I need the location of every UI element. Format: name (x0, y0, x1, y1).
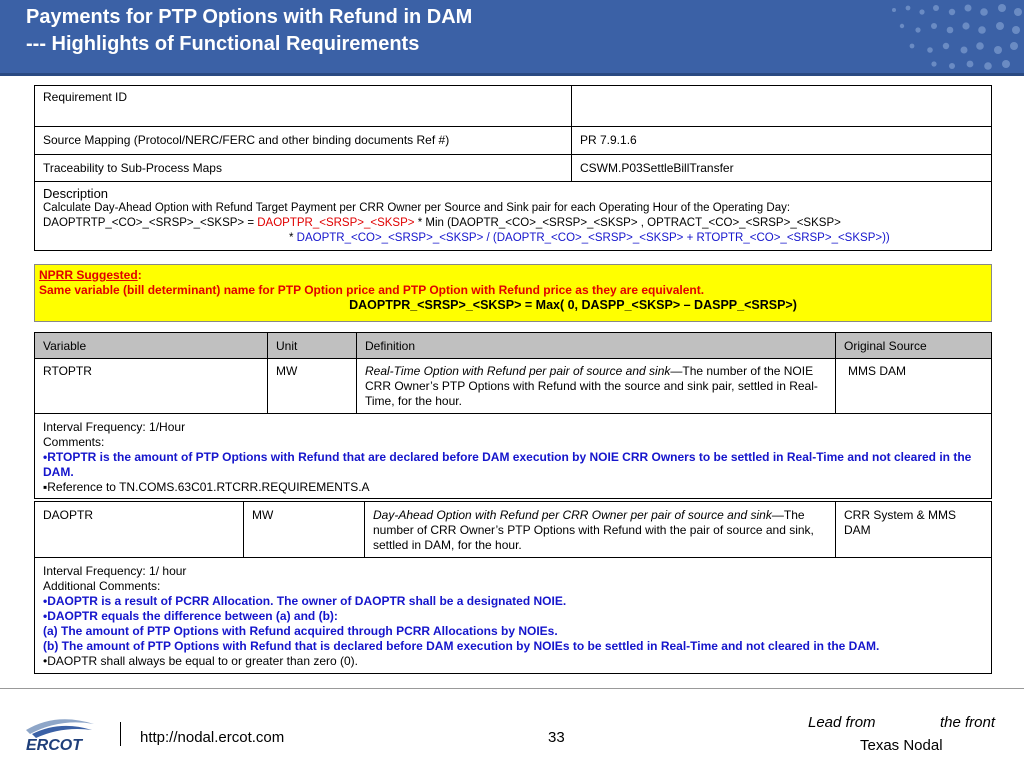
table-row (35, 86, 992, 127)
formula-min-term: * Min (DAOPTR_<CO>_<SRSP>_<SKSP> , OPTRACT_<CO>_<SRSP>_<SKSP> (414, 217, 841, 229)
rtoptr-bullet1: •RTOPTR is the amount of PTP Options with Refund that are declared before DAM execution by NOIE CRR Owners to be settled in Real-Time and not cleared in the DAM. (43, 450, 972, 479)
daoptr-definition (365, 502, 836, 558)
table-row (35, 127, 992, 155)
rtoptr-variable: RTOPTR (35, 359, 268, 414)
formula-ratio-term: DAOPTR_<CO>_<SRSP>_<SKSP> / (DAOPTR_<CO>_<SRSP>_<SKSP> + RTOPTR_<CO>_<SRSP>_<SKSP>)) (296, 232, 890, 244)
header-rule (0, 73, 1024, 76)
decorative-dots-icon (874, 0, 1024, 76)
nprr-title-line (39, 268, 987, 283)
slide-title-line1: Payments for PTP Options with Refund in DAM (26, 6, 473, 28)
requirement-id-value (572, 86, 992, 127)
daoptr-definition-rest: —The number of CRR Owner’s PTP Options with Refund with the pair of source and sink, settled in DAM, for the hour. (373, 508, 814, 552)
table-header-row (35, 333, 992, 359)
daoptr-unit: MW (244, 502, 365, 558)
col-header-variable: Variable (35, 333, 268, 359)
nprr-box (34, 264, 992, 322)
description-formula-line2 (43, 231, 983, 246)
table-row (35, 182, 992, 251)
daoptr-source: CRR System & MMS DAM (836, 502, 992, 558)
daoptr-bullet3: •DAOPTR shall always be equal to or greater than zero (0). (43, 654, 359, 668)
footer-divider (0, 688, 1024, 689)
footer-separator (120, 722, 121, 746)
page-number: 33 (548, 729, 565, 746)
tagline-front: the front (940, 714, 996, 731)
description-cell (35, 182, 992, 251)
daoptr-comments-cell (35, 558, 992, 674)
slide-title-line2: --- Highlights of Functional Requirements (26, 33, 420, 55)
rtoptr-source: MMS DAM (836, 359, 992, 414)
table-row (35, 155, 992, 182)
requirement-id-label: Requirement ID (35, 86, 572, 127)
slide-header (0, 0, 1024, 76)
rtoptr-definition-rest: —The number of the NOIE CRR Owner’s PTP Options with Refund with the source and sink pair, settled in Real-Time, for the hour. (365, 364, 818, 408)
rtoptr-bullet2: ▪Reference to TN.COMS.63C01.RTCRR.REQUIREMENTS.A (43, 480, 370, 494)
nprr-title: NPRR Suggested (39, 268, 138, 282)
daoptr-interval: Interval Frequency: 1/ hour (43, 564, 187, 578)
rtoptr-comments-label: Comments: (43, 435, 105, 449)
source-mapping-value: PR 7.9.1.6 (572, 127, 992, 155)
footer-url-link[interactable]: http://nodal.ercot.com (140, 729, 285, 746)
daoptr-comments-label: Additional Comments: (43, 579, 161, 593)
source-mapping-label: Source Mapping (Protocol/NERC/FERC and other binding documents Ref #) (35, 127, 572, 155)
formula-price-term: DAOPTPR_<SRSP>_<SKSP> (257, 217, 415, 229)
daoptr-bullet2: •DAOPTR equals the difference between (a) and (b): (43, 609, 338, 623)
nprr-formula: DAOPTPR_<SRSP>_<SKSP> = Max( 0, DASPP_<SKSP> – DASPP_<SRSP>) (349, 298, 797, 312)
nprr-colon: : (137, 268, 142, 282)
nprr-text: Same variable (bill determinant) name for PTP Option price and PTP Option with Refund price as they are equivalent. (39, 283, 705, 297)
daoptr-variable: DAOPTR (35, 502, 244, 558)
rtoptr-interval: Interval Frequency: 1/Hour (43, 420, 186, 434)
table-row (35, 359, 992, 414)
rtoptr-definition (357, 359, 836, 414)
description-formula-line (43, 216, 983, 231)
variables-table (34, 332, 992, 499)
daoptr-bullet1: •DAOPTR is a result of PCRR Allocation. The owner of DAOPTR shall be a designated NOIE. (43, 594, 567, 608)
daoptr-table (34, 501, 992, 674)
traceability-value: CSWM.P03SettleBillTransfer (572, 155, 992, 182)
table-row (35, 414, 992, 499)
logo-text: ERCOT (26, 737, 82, 754)
rtoptr-comments-cell (35, 414, 992, 499)
daoptr-definition-italic: Day-Ahead Option with Refund per CRR Owner per pair of source and sink (373, 508, 772, 522)
formula-star: * (289, 232, 297, 244)
description-line1: Calculate Day-Ahead Option with Refund Target Payment per CRR Owner per Source and Sink pair for each Operating Hour of the Operating Day: (43, 202, 791, 214)
daoptr-line-b: (b) The amount of PTP Options with Refund that is declared before DAM execution by NOIEs to be settled in Real-Time and not cleared in the DAM. (43, 639, 880, 653)
description-heading: Description (43, 186, 109, 201)
ercot-logo-icon (20, 714, 100, 754)
traceability-label: Traceability to Sub-Process Maps (35, 155, 572, 182)
col-header-unit: Unit (268, 333, 357, 359)
table-row (35, 558, 992, 674)
col-header-source: Original Source (836, 333, 992, 359)
daoptr-line-a: (a) The amount of PTP Options with Refund acquired through PCRR Allocations by NOIEs. (43, 624, 558, 638)
rtoptr-definition-italic: Real-Time Option with Refund per pair of source and sink (365, 364, 671, 378)
tagline-lead: Lead from (808, 714, 876, 731)
tagline-org: Texas Nodal (860, 737, 943, 754)
rtoptr-unit: MW (268, 359, 357, 414)
requirements-table (34, 85, 992, 251)
col-header-definition: Definition (357, 333, 836, 359)
formula-lhs: DAOPTRTP_<CO>_<SRSP>_<SKSP> = (43, 217, 258, 229)
table-row (35, 502, 992, 558)
